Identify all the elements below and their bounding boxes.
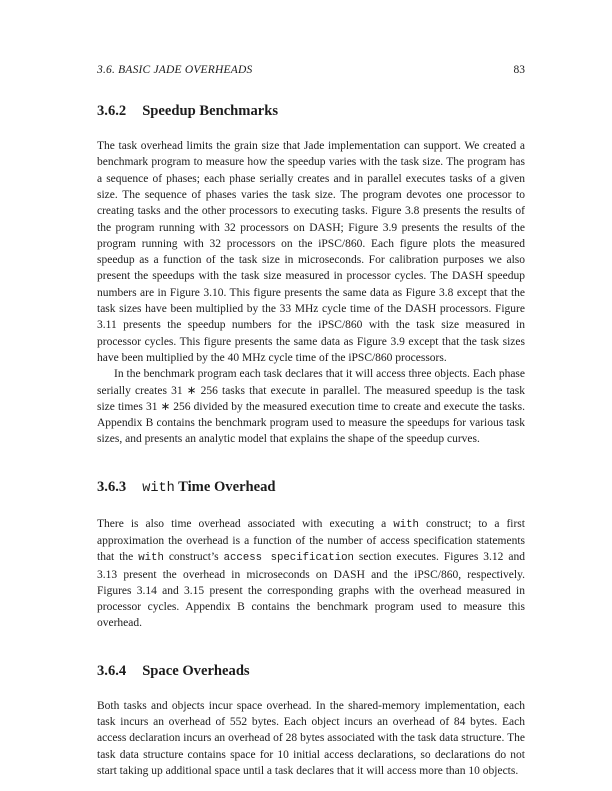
code-term: access specification [223,552,354,565]
paragraph [97,138,525,366]
running-header-title: 3.6. BASIC JADE OVERHEADS [97,64,253,76]
document-body [97,103,525,779]
code-term: with [142,480,175,496]
code-term: with [393,518,419,531]
text-column [97,64,525,779]
paragraph [97,516,525,632]
section-number: 3.6.2 [97,103,127,119]
text-run: construct’s [163,551,224,564]
section-3.6.2 [97,103,525,448]
section-number: 3.6.4 [97,662,127,679]
text-run: Speedup Benchmarks [142,103,279,119]
running-header [97,64,525,76]
paragraph [97,366,525,447]
text-run: Time Overhead [174,478,276,495]
section-heading [97,103,525,119]
code-term: with [138,552,164,565]
text-run: Both tasks and objects incur space overhead. In the shared-memory implementation, each task incurs an overhead of 552 bytes. Each object incurs an overhead of 84 bytes. Each access declaration incurs an overhead of 28 bytes associated with the task data structure. The task data structure contains space for 10 initial access declarations, so declarations do not start taking up additional space until a task declares that it will access more than 10 objects. [97,699,525,777]
section-number: 3.6.3 [97,478,127,495]
text-run: There is also time overhead associated with executing a [97,517,394,530]
text-run: construct; to a first approximation the overhead is a function of the number of access specification statements that the [97,517,525,564]
section-3.6.4 [97,663,525,780]
page-number: 83 [513,64,525,76]
text-run: Space Overheads [142,662,250,679]
section-3.6.3 [97,479,525,632]
section-heading [97,663,525,679]
section-heading [97,479,525,497]
text-run: section executes. Figures 3.12 and 3.13 present the overhead in microseconds on DASH and the iPSC/860, respectively. Figures 3.14 and 3.15 present the corresponding graphs with the overhead measured in processor cycles. Appendix B contains the benchmark program used to measure this overhead. [97,551,525,630]
paragraph [97,698,525,779]
text-run: The task overhead limits the grain size that Jade implementation can support. We created a benchmark program to measure how the speedup varies with the task size. The program has a sequence of phases; each phase serially creates and in parallel executes tasks of a given size. The sequence of phases varies the task size. The program devotes one processor to creating tasks and the other processors to executing tasks. Figure 3.8 presents the results of the program running with 32 processors on DASH; Figure 3.9 presents the results of the program running with 32 processors on the iPSC/860. Each figure plots the measured speedup as a function of the task size in microseconds. For calibration purposes we also present the speedups with the task size measured in processor cycles. The DASH speedup numbers are in Figure 3.10. This figure presents the same data as Figure 3.8 except that the task sizes have been multiplied by the 33 MHz cycle time of the DASH processors. Figure 3.11 presents the speedup numbers for the iPSC/860 with the task size measured in processor cycles. This figure presents the same data as Figure 3.9 except that the task sizes have been multiplied by the 40 MHz cycle time of the iPSC/860 processors. [97,140,525,364]
text-run: In the benchmark program each task declares that it will access three objects. Each phase serially creates 31 ∗ 256 tasks that execute in parallel. The measured speedup is the task size times 31 ∗ 256 divided by the measured execution time to create and execute the tasks. Appendix B contains the benchmark program used to measure the speedups for various task sizes, and presents an analytic model that explains the shape of the speedup curves. [97,368,525,446]
